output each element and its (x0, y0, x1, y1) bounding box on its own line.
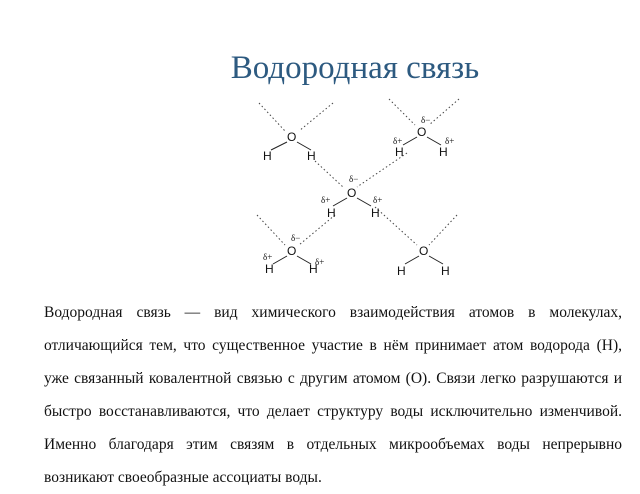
hydrogen-atom: H (397, 264, 406, 278)
hydrogen-atom: H (439, 145, 448, 159)
hbond-line (429, 215, 457, 245)
hydrogen-atom: H (327, 206, 336, 220)
slide-title: Водородная связь (230, 50, 480, 86)
hbond-line (257, 215, 285, 245)
oxygen-atom: O (417, 125, 427, 139)
oxygen-atom: O (347, 186, 357, 200)
partial-charge-positive: δ+ (373, 195, 383, 205)
hydrogen-atom: H (265, 262, 274, 276)
hydrogen-atom: H (307, 149, 316, 163)
oxygen-atom: O (419, 244, 429, 258)
hbond-line (299, 103, 333, 131)
oxygen-atom: O (287, 244, 297, 258)
hbond-line (389, 99, 415, 125)
partial-charge-negative: δ− (421, 115, 431, 125)
hydrogen-atom: H (441, 264, 450, 278)
description-paragraph: Водородная связь — вид химического взаимодействия атомов в молекулах, отличающийся тем, что существенное участие в нём принимает атом водорода (H), уже связанный ковалентной связью с другим атомом (O). Связи легко разрушаются и быстро восстанавливаются, что делает структуру воды исключительно изменчивой. Именно благодаря этим связям в отдельных микрообъемах воды непрерывно возникают своеобразные ассоциаты воды. (44, 304, 622, 486)
hbond-line (315, 161, 343, 187)
hydrogen-atom: H (395, 145, 404, 159)
hydrogen-atom: H (263, 149, 272, 163)
partial-charge-negative: δ− (349, 174, 359, 184)
hbond-line (429, 99, 459, 125)
oxygen-atom: O (287, 130, 297, 144)
hydrogen-atom: H (371, 206, 380, 220)
water-molecule (321, 174, 382, 220)
water-molecule (397, 244, 450, 278)
description-text (44, 296, 622, 494)
partial-charge-positive: δ+ (263, 252, 273, 262)
water-molecule (263, 233, 324, 276)
hbond-line (375, 207, 417, 245)
water-molecule (263, 130, 316, 163)
partial-charge-negative: δ− (291, 233, 301, 243)
partial-charge-positive: δ+ (315, 257, 325, 267)
water-molecule (393, 115, 454, 159)
hydrogen-atom: H (309, 262, 318, 276)
hbond-line (259, 103, 285, 131)
partial-charge-positive: δ+ (445, 136, 455, 146)
water-hydrogen-bond-diagram (245, 95, 475, 285)
partial-charge-positive: δ+ (321, 195, 331, 205)
partial-charge-positive: δ+ (393, 136, 403, 146)
